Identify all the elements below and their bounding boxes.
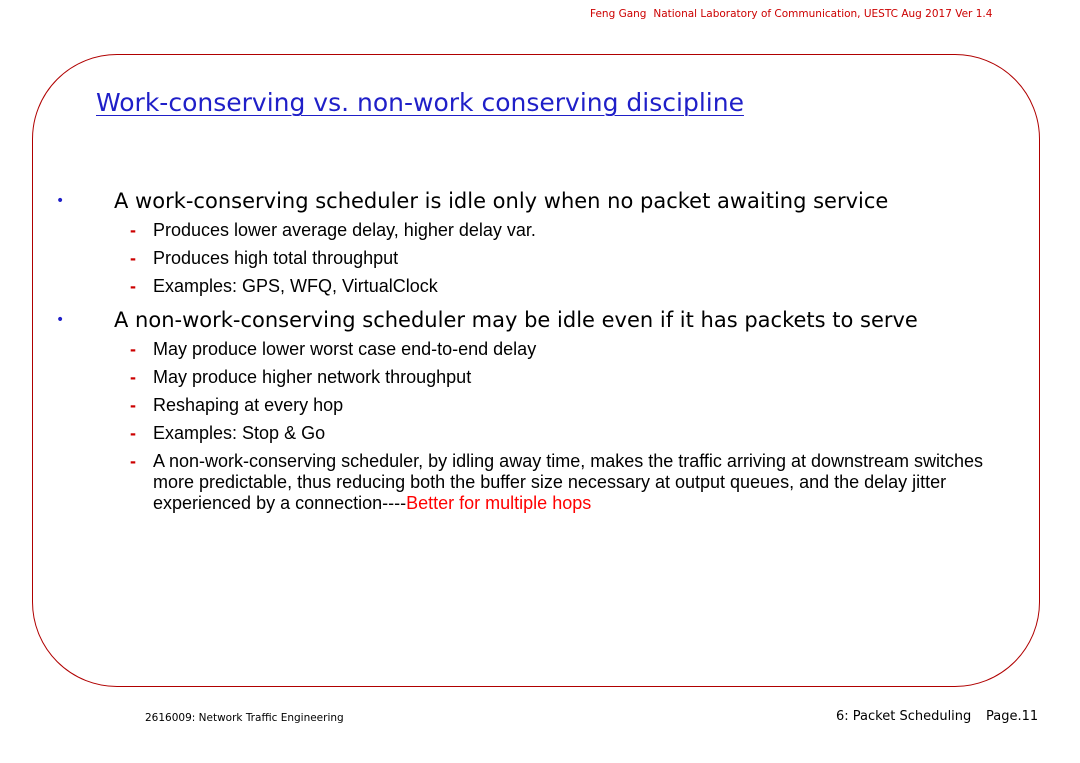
- sub-item: [114, 451, 1016, 514]
- sub-item-text: A non-work-conserving scheduler, by idling away time, makes the traffic arriving at downstream switches more predictable, thus reducing both the buffer size necessary at output queues, and the delay jitter experienced by a connection----: [153, 451, 984, 513]
- sub-item-text: Reshaping at every hop: [153, 395, 344, 415]
- sub-item-text: May produce lower worst case end-to-end delay: [153, 339, 537, 359]
- sub-item-text: Examples: Stop & Go: [153, 423, 326, 443]
- dash-icon: -: [130, 395, 136, 415]
- sub-item: [114, 220, 1016, 241]
- author-name: Feng Gang: [590, 8, 647, 20]
- sub-item-text: Produces lower average delay, higher delay var.: [153, 220, 536, 240]
- chapter-label: 6: Packet Scheduling: [836, 709, 972, 724]
- dash-icon: -: [130, 220, 136, 240]
- sub-item-text: Examples: GPS, WFQ, VirtualClock: [153, 276, 438, 296]
- bullet-dot-icon: •: [56, 312, 65, 328]
- sub-item: [114, 367, 1016, 388]
- bullet-dot-icon: •: [56, 193, 65, 209]
- sub-item: [114, 276, 1016, 297]
- dash-icon: -: [130, 276, 136, 296]
- slide-header: [590, 8, 1070, 20]
- bullet-non-work-conserving: [56, 307, 1016, 514]
- slide-title: Work-conserving vs. non-work conserving discipline: [96, 88, 744, 117]
- dash-icon: -: [130, 339, 136, 359]
- dash-icon: -: [130, 367, 136, 387]
- slide-content: [56, 188, 1016, 524]
- bullet-work-conserving: [56, 188, 1016, 297]
- sub-list: [114, 339, 1016, 514]
- dash-icon: -: [130, 248, 136, 268]
- sub-item: [114, 395, 1016, 416]
- sub-item: [114, 339, 1016, 360]
- page-number: Page.11: [986, 709, 1039, 724]
- sub-item: [114, 423, 1016, 444]
- sub-item-text: Produces high total throughput: [153, 248, 399, 268]
- dash-icon: -: [130, 423, 136, 443]
- course-label: 2616009: Network Traffic Engineering: [145, 712, 344, 724]
- highlight-text: Better for multiple hops: [406, 493, 592, 513]
- institution-info: National Laboratory of Communication, UESTC Aug 2017 Ver 1.4: [653, 8, 993, 20]
- sub-list: [114, 220, 1016, 297]
- sub-item-text: May produce higher network throughput: [153, 367, 472, 387]
- dash-icon: -: [130, 451, 136, 471]
- bullet-text: A work-conserving scheduler is idle only when no packet awaiting service: [114, 189, 889, 213]
- bullet-text: A non-work-conserving scheduler may be idle even if it has packets to serve: [114, 308, 918, 332]
- sub-item: [114, 248, 1016, 269]
